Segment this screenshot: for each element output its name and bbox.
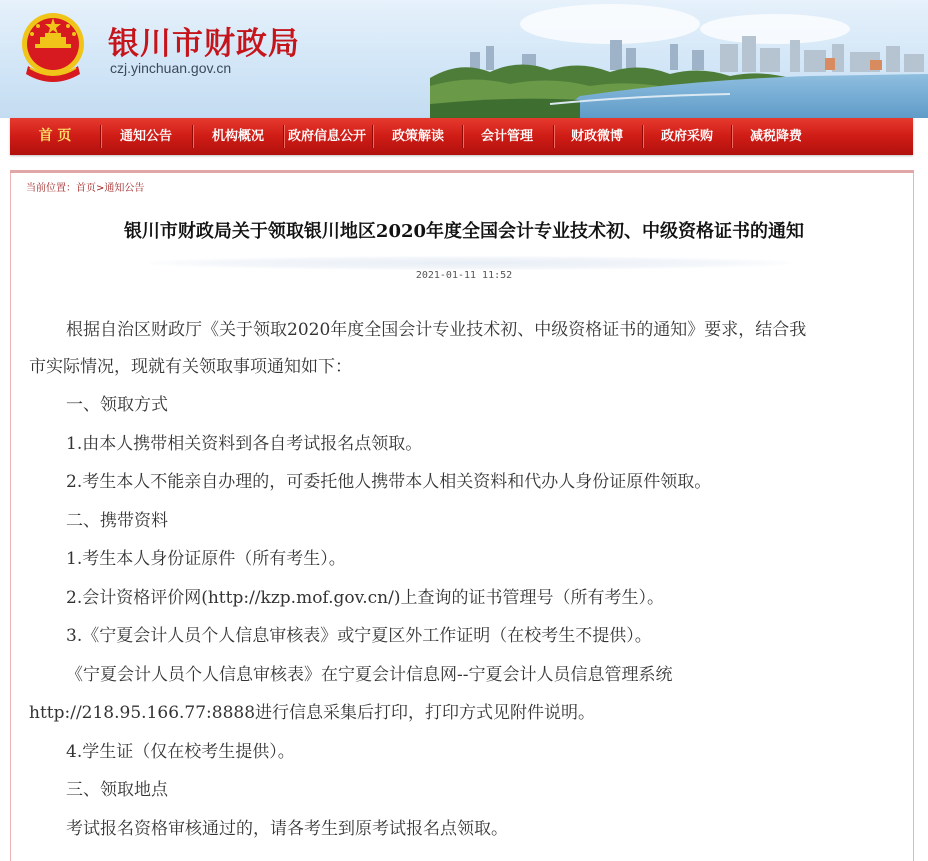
- city-skyline-banner: [430, 0, 928, 118]
- nav-divider: [192, 125, 194, 148]
- nav-item-organization[interactable]: 机构概况: [211, 129, 264, 144]
- article-paragraph: 考试报名资格审核通过的，请各考生到原考试报名点领取。: [66, 819, 508, 839]
- nav-item-info-disclosure[interactable]: 政府信息公开: [287, 129, 366, 144]
- article-paragraph: 市实际情况，现就有关领取事项通知如下：: [29, 357, 352, 377]
- article-title: 银川市财政局关于领取银川地区2020年度全国会计专业技术初、中级资格证书的通知: [123, 221, 805, 242]
- section-heading: 一、领取方式: [66, 395, 168, 415]
- national-emblem-logo: [18, 10, 88, 84]
- site-title: 银川市财政局: [108, 26, 300, 62]
- nav-divider: [731, 125, 733, 148]
- article-paragraph: 2.会计资格评价网(http://kzp.mof.gov.cn/)上查询的证书管理号（所有考生）。: [66, 588, 664, 608]
- nav-divider: [100, 125, 102, 148]
- nav-divider: [462, 125, 464, 148]
- site-header: [0, 0, 928, 118]
- article-date: 2021-01-11 11:52: [415, 270, 513, 281]
- nav-item-policy-interpretation[interactable]: 政策解读: [391, 129, 444, 144]
- main-nav: [10, 118, 913, 155]
- breadcrumb[interactable]: 当前位置：首页>通知公告: [26, 183, 145, 194]
- nav-item-home[interactable]: 首 页: [38, 128, 72, 144]
- content-frame-top-border: [10, 170, 914, 173]
- nav-item-notices[interactable]: 通知公告: [119, 129, 172, 144]
- article-paragraph: 4.学生证（仅在校考生提供）。: [66, 742, 295, 762]
- site-domain: czj.yinchuan.gov.cn: [110, 60, 232, 76]
- article-paragraph: http://218.95.166.77:8888进行信息采集后打印，打印方式见附件说明。: [29, 703, 596, 723]
- article-paragraph: 1.由本人携带相关资料到各自考试报名点领取。: [66, 434, 423, 454]
- nav-item-weibo[interactable]: 财政微博: [570, 129, 623, 144]
- article-paragraph: 2.考生本人不能亲自办理的，可委托他人携带本人相关资料和代办人身份证原件领取。: [66, 472, 712, 492]
- article-paragraph: 《宁夏会计人员个人信息审核表》在宁夏会计信息网--宁夏会计人员信息管理系统: [66, 665, 673, 685]
- section-heading: 三、领取地点: [66, 780, 168, 800]
- nav-divider: [642, 125, 644, 148]
- nav-divider: [372, 125, 374, 148]
- nav-item-tax-reduction[interactable]: 减税降费: [749, 129, 802, 144]
- title-underline-shadow: [150, 256, 790, 270]
- article-paragraph: 1.考生本人身份证原件（所有考生）。: [66, 549, 346, 569]
- article-paragraph: 3.《宁夏会计人员个人信息审核表》或宁夏区外工作证明（在校考生不提供）。: [66, 626, 652, 646]
- nav-item-procurement[interactable]: 政府采购: [660, 129, 713, 144]
- article-paragraph: 根据自治区财政厅《关于领取2020年度全国会计专业技术初、中级资格证书的通知》要求，结合我: [66, 320, 807, 340]
- nav-item-accounting[interactable]: 会计管理: [480, 129, 533, 144]
- section-heading: 二、携带资料: [66, 511, 168, 531]
